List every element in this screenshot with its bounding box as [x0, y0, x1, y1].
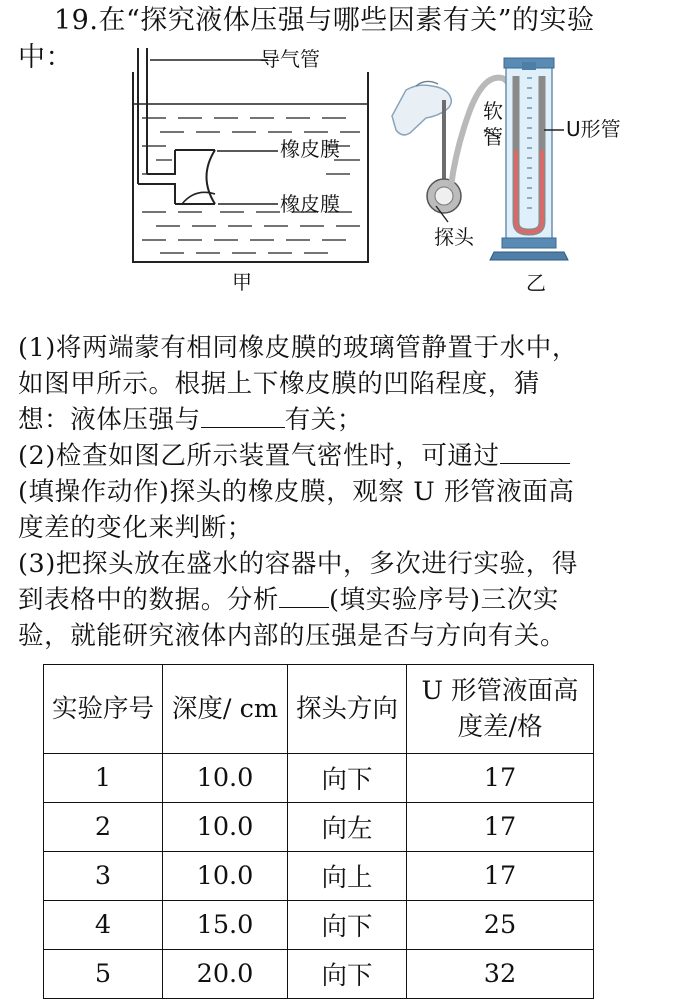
part1-line3-text-b: 有关； [284, 405, 364, 435]
question-parts [18, 330, 658, 654]
question-title-line1: 在“探究液体压强与哪些因素有关”的实验 [98, 5, 595, 36]
probe-head [427, 179, 461, 213]
header-direction [288, 665, 407, 754]
label-yi: 乙 [526, 271, 546, 295]
part1-line1: (1)将两端蒙有相同橡皮膜的玻璃管静置于水中， [18, 333, 578, 363]
cell-height-diff: 32 [407, 950, 594, 999]
beaker-outline [133, 72, 368, 262]
label-air-tube: 导气管 [260, 47, 320, 71]
stand-base [490, 252, 568, 260]
header-trial: 实验序号 [44, 665, 163, 754]
cell-trial: 2 [44, 803, 163, 852]
table-row [44, 803, 594, 852]
header-height-diff-line1: U 形管液面高 [421, 676, 579, 706]
part2-line2: (填操作动作)探头的橡皮膜，观察 U 形管液面高 [18, 477, 575, 507]
label-probe: 探头 [434, 225, 474, 249]
part3-line3: 验，就能研究液体内部的压强是否与方向有关。 [18, 621, 567, 651]
header-height-diff-line2: 度差/格 [457, 712, 543, 742]
label-jia: 甲 [232, 270, 252, 294]
table-row [44, 901, 594, 950]
cell-depth: 15.0 [163, 901, 288, 950]
cell-height-diff: 17 [407, 803, 594, 852]
cell-trial: 3 [44, 852, 163, 901]
cell-direction: 向下 [288, 754, 407, 803]
experiment-figure [120, 38, 660, 300]
cell-height-diff: 17 [407, 754, 594, 803]
answer-blank-2[interactable] [500, 439, 570, 464]
part3-line2-text-b: (填实验序号)三次实 [329, 585, 559, 615]
label-soft-tube-1: 软 [483, 99, 503, 123]
cell-depth: 10.0 [163, 852, 288, 901]
part3-line2 [18, 582, 658, 618]
part3-line1: (3)把探头放在盛水的容器中，多次进行实验，得 [18, 549, 578, 579]
header-height-diff [407, 665, 594, 754]
table-header-row [44, 665, 594, 754]
label-u-tube: U形管 [566, 117, 621, 141]
answer-blank-3[interactable] [279, 583, 329, 608]
cell-trial: 1 [44, 754, 163, 803]
table-row [44, 950, 594, 999]
label-soft-tube-2: 管 [483, 125, 503, 149]
part3-line2-text-a: 到表格中的数据。分析 [18, 585, 280, 615]
air-tube [138, 48, 175, 194]
part2-line1-text: (2)检查如图乙所示装置气密性时，可通过 [18, 441, 500, 471]
part1-line3 [18, 402, 658, 438]
question-number: 19. [54, 5, 99, 36]
part2-line3: 度差的变化来判断； [18, 513, 253, 543]
question-title-line2: 中： [18, 42, 73, 73]
header-direction-text: 探头方向 [295, 694, 398, 724]
table-row [44, 852, 594, 901]
cell-trial: 5 [44, 950, 163, 999]
part2-line1 [18, 438, 658, 474]
header-depth: 深度/ cm [163, 665, 288, 754]
part1-line2: 如图甲所示。根据上下橡皮膜的凹陷程度，猜 [18, 369, 541, 399]
cell-direction: 向上 [288, 852, 407, 901]
table-row [44, 754, 594, 803]
label-membrane-top: 橡皮膜 [280, 137, 340, 161]
cell-height-diff: 17 [407, 852, 594, 901]
cell-direction: 向下 [288, 950, 407, 999]
cell-depth: 20.0 [163, 950, 288, 999]
label-membrane-bottom: 橡皮膜 [280, 192, 340, 216]
cell-trial: 4 [44, 901, 163, 950]
cell-depth: 10.0 [163, 754, 288, 803]
answer-blank-1[interactable] [201, 403, 285, 428]
manometer-diagram [392, 58, 568, 260]
glass-tube [175, 150, 215, 204]
cell-depth: 10.0 [163, 803, 288, 852]
cell-direction: 向左 [288, 803, 407, 852]
cell-height-diff: 25 [407, 901, 594, 950]
membrane-left-shape [207, 150, 216, 204]
cell-direction: 向下 [288, 901, 407, 950]
experiment-diagram [120, 38, 660, 300]
part1-line3-text-a: 想：液体压强与 [18, 405, 201, 435]
data-table [43, 664, 594, 999]
